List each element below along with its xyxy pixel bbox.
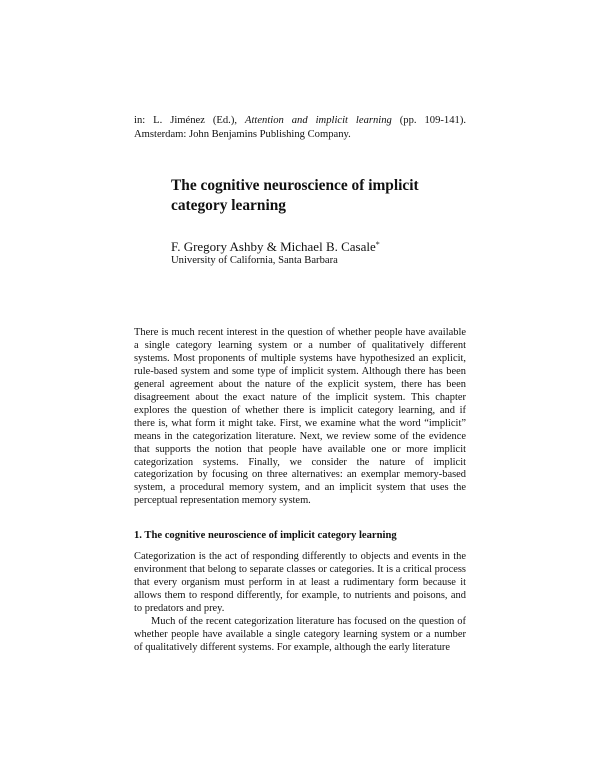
body-paragraph: Much of the recent categorization literature has focused on the question of whether people have available a single category learning system or a number of qualitatively different systems. For example, although the early literature (134, 615, 466, 653)
citation-book-title: Attention and implicit learning (244, 115, 392, 126)
abstract: There is much recent interest in the question of whether people have available a single category learning system or a number of qualitatively different systems. Most proponents of multiple systems have hypothesized an explicit, rule-based system and some type of implicit system. Although there has been general agreement about the nature of the explicit system, there has been disagreement about the exact nature of the implicit system. This chapter explores the question of whether there is implicit category learning, and if there is, what form it might take. First, we examine what the word “implicit” means in the categorization literature. Next, we review some of the evidence that supports the notion that people have available one or more implicit categorization systems. Finally, we consider the nature of implicit categorization by focusing on three alternatives: an exemplar memory-based system, a procedural memory system, and an implicit system that uses the perceptual representation memory system. (134, 327, 466, 507)
citation-prefix: in: L. Jiménez (Ed.), (134, 115, 245, 126)
affiliation: University of California, Santa Barbara (171, 255, 338, 266)
author-names: F. Gregory Ashby & Michael B. Casale (171, 239, 376, 254)
citation-publisher: Amsterdam: John Benjamins Publishing Company. (134, 128, 351, 140)
citation (134, 114, 466, 141)
section-heading: 1. The cognitive neuroscience of implicit category learning (134, 530, 397, 541)
citation-pages: (pp. 109-141). (391, 115, 466, 126)
body-paragraph: Categorization is the act of responding differently to objects and events in the environment that belong to separate classes or categories. It is a critical process that every organism must perform in at least a rudimentary form because it allows them to respond differently, for example, to nutrients and poisons, and to predators and prey. (134, 551, 466, 614)
author-note-mark: * (375, 240, 380, 249)
authors (171, 237, 380, 255)
section-body (134, 551, 466, 655)
paper-title: The cognitive neuroscience of implicit category learning (171, 177, 419, 214)
citation-line-1 (134, 114, 466, 128)
